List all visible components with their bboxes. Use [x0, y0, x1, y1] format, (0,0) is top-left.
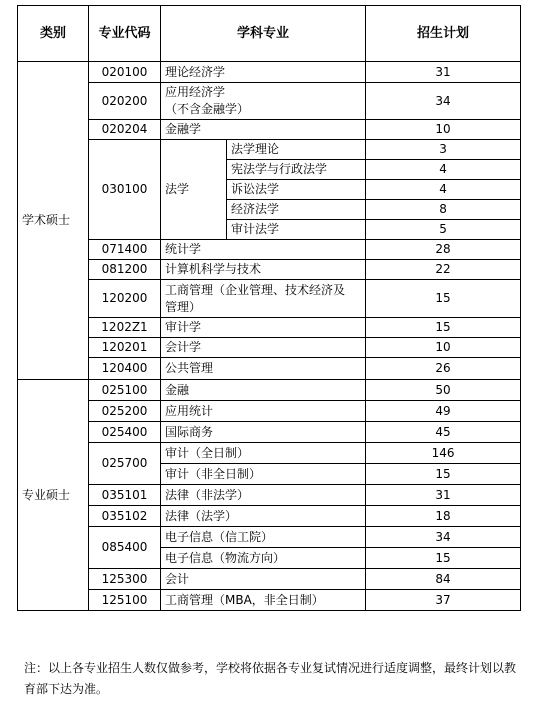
code-cell: 035101 [89, 485, 161, 506]
sub-major-cell: 法学理论 [227, 140, 366, 160]
table-row [18, 569, 521, 590]
plan-cell: 8 [366, 200, 521, 220]
plan-cell: 28 [366, 240, 521, 260]
code-cell: 025200 [89, 401, 161, 422]
table-row [18, 240, 521, 260]
table-row [18, 358, 521, 380]
code-cell: 025400 [89, 422, 161, 443]
major-cell: 法律（非法学） [161, 485, 366, 506]
enrollment-plan-table [17, 5, 521, 611]
table-row [18, 120, 521, 140]
code-cell: 1202Z1 [89, 318, 161, 338]
major-line: （不含金融学） [165, 102, 250, 116]
table-row [18, 62, 521, 83]
plan-cell: 3 [366, 140, 521, 160]
code-cell: 025700 [89, 443, 161, 485]
table-row [18, 401, 521, 422]
code-cell: 120200 [89, 280, 161, 318]
code-cell: 125100 [89, 590, 161, 611]
plan-cell: 45 [366, 422, 521, 443]
table-row [18, 380, 521, 401]
sub-major-cell: 经济法学 [227, 200, 366, 220]
major-cell: 法律（法学） [161, 506, 366, 527]
major-cell: 计算机科学与技术 [161, 260, 366, 280]
table-row [18, 280, 521, 318]
plan-cell: 5 [366, 220, 521, 240]
major-cell: 会计学 [161, 338, 366, 358]
sub-major-cell: 审计法学 [227, 220, 366, 240]
plan-cell: 10 [366, 120, 521, 140]
table-row [18, 140, 521, 160]
plan-cell: 15 [366, 318, 521, 338]
plan-cell: 15 [366, 548, 521, 569]
code-cell: 085400 [89, 527, 161, 569]
major-cell: 电子信息（物流方向） [161, 548, 366, 569]
major-cell: 审计（非全日制） [161, 464, 366, 485]
header-plan: 招生计划 [366, 6, 521, 62]
major-cell: 金融 [161, 380, 366, 401]
table-row [18, 422, 521, 443]
plan-cell: 34 [366, 83, 521, 120]
table-row [18, 318, 521, 338]
table-row [18, 590, 521, 611]
major-cell: 应用统计 [161, 401, 366, 422]
major-cell: 工商管理（MBA，非全日制） [161, 590, 366, 611]
sub-major-cell: 诉讼法学 [227, 180, 366, 200]
table-row [18, 338, 521, 358]
header-major: 学科专业 [161, 6, 366, 62]
sub-major-cell: 宪法学与行政法学 [227, 160, 366, 180]
table-row [18, 506, 521, 527]
plan-cell: 10 [366, 338, 521, 358]
code-cell: 125300 [89, 569, 161, 590]
table-row [18, 443, 521, 464]
plan-cell: 34 [366, 527, 521, 548]
major-cell: 理论经济学 [161, 62, 366, 83]
table-row [18, 260, 521, 280]
code-cell: 020100 [89, 62, 161, 83]
plan-cell: 84 [366, 569, 521, 590]
major-line: 应用经济学 [165, 85, 226, 99]
code-cell: 035102 [89, 506, 161, 527]
code-cell: 120201 [89, 338, 161, 358]
major-line: 管理） [165, 299, 202, 314]
plan-cell: 15 [366, 464, 521, 485]
header-code: 专业代码 [89, 6, 161, 62]
code-cell: 071400 [89, 240, 161, 260]
header-category: 类别 [18, 6, 89, 62]
plan-cell: 18 [366, 506, 521, 527]
plan-cell: 4 [366, 160, 521, 180]
major-cell: 审计学 [161, 318, 366, 338]
table-row [18, 83, 521, 120]
plan-cell: 31 [366, 485, 521, 506]
table-row [18, 527, 521, 548]
major-cell: 法学 [161, 140, 227, 240]
category-cell: 学术硕士 [18, 62, 89, 380]
major-cell: 电子信息（信工院） [161, 527, 366, 548]
major-cell: 国际商务 [161, 422, 366, 443]
plan-cell: 50 [366, 380, 521, 401]
plan-cell: 22 [366, 260, 521, 280]
code-cell: 025100 [89, 380, 161, 401]
major-cell: 金融学 [161, 120, 366, 140]
plan-cell: 4 [366, 180, 521, 200]
table-header-row [18, 6, 521, 62]
plan-cell: 26 [366, 358, 521, 380]
plan-cell: 37 [366, 590, 521, 611]
major-cell: 会计 [161, 569, 366, 590]
code-cell: 030100 [89, 140, 161, 240]
major-cell: 公共管理 [161, 358, 366, 380]
plan-cell: 49 [366, 401, 521, 422]
plan-cell: 31 [366, 62, 521, 83]
category-cell: 专业硕士 [18, 380, 89, 611]
plan-cell: 15 [366, 280, 521, 318]
plan-cell: 146 [366, 443, 521, 464]
code-cell: 081200 [89, 260, 161, 280]
major-cell: 统计学 [161, 240, 366, 260]
major-cell [161, 280, 366, 318]
major-cell [161, 83, 366, 120]
major-line: 工商管理（企业管理、技术经济及 [165, 282, 346, 297]
code-cell: 120400 [89, 358, 161, 380]
table-row [18, 485, 521, 506]
major-cell: 审计（全日制） [161, 443, 366, 464]
code-cell: 020200 [89, 83, 161, 120]
footnote: 注：以上各专业招生人数仅做参考，学校将依据各专业复试情况进行适度调整，最终计划以教育部下达为准。 [24, 661, 517, 696]
code-cell: 020204 [89, 120, 161, 140]
